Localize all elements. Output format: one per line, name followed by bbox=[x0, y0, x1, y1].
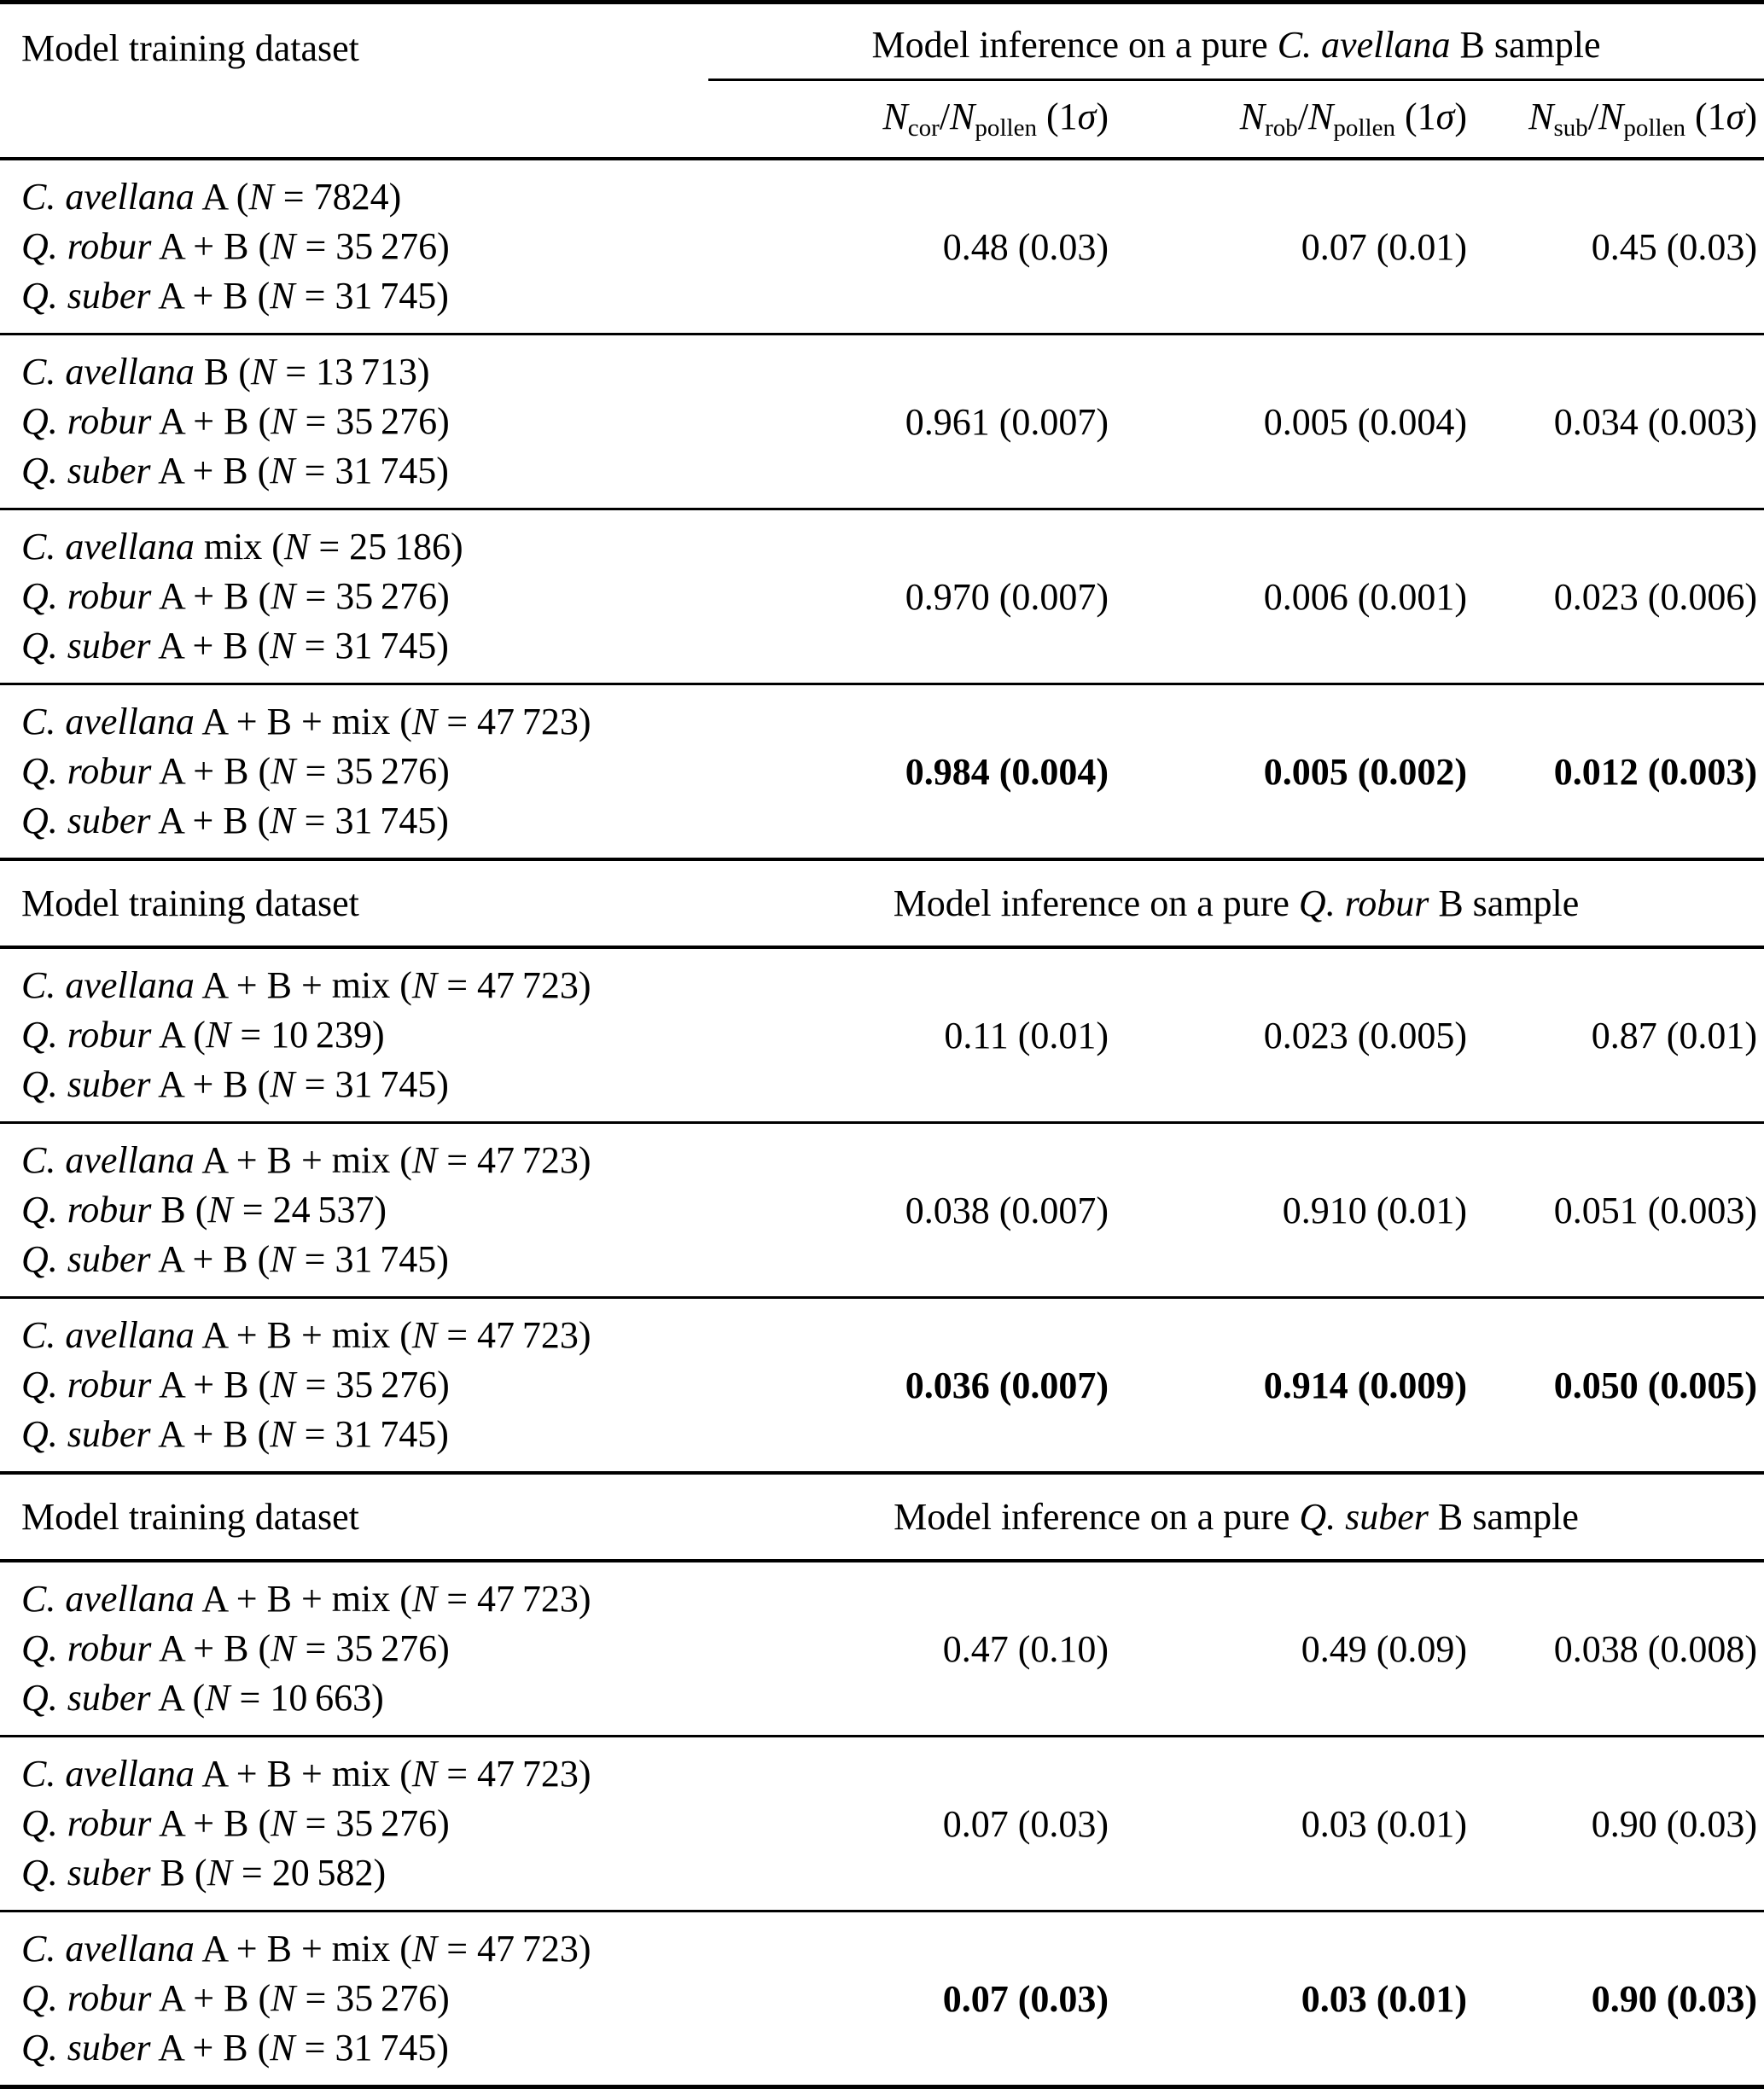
training-dataset-column-header: Model training dataset bbox=[21, 27, 359, 69]
line-text: A ( bbox=[150, 1677, 206, 1719]
sigma-close: ) bbox=[1454, 96, 1467, 137]
species-name: C. avellana bbox=[21, 1139, 195, 1181]
training-line bbox=[21, 572, 708, 621]
line-tail: = 35 276) bbox=[295, 400, 450, 442]
value-nsub: 0.050 (0.005) bbox=[1553, 1364, 1757, 1406]
value-ncor: 0.11 (0.01) bbox=[944, 1014, 1109, 1056]
training-dataset-cell bbox=[0, 160, 708, 333]
line-tail: = 31 745) bbox=[294, 1413, 449, 1455]
line-tail: = 47 723) bbox=[437, 701, 591, 742]
line-text: A + B + mix ( bbox=[194, 1928, 412, 1970]
value-ncor: 0.036 (0.007) bbox=[905, 1364, 1109, 1406]
line-text: A + B ( bbox=[150, 2027, 271, 2069]
value-nrob: 0.006 (0.001) bbox=[1263, 575, 1467, 618]
inference-header-text: Model inference on a pure bbox=[871, 24, 1278, 66]
training-line bbox=[21, 271, 708, 321]
sigma-open: (1 bbox=[1394, 96, 1436, 137]
training-line bbox=[21, 1749, 708, 1799]
inference-header-suffix: B sample bbox=[1429, 882, 1580, 924]
table-row bbox=[0, 510, 1764, 683]
training-line bbox=[21, 1010, 708, 1060]
line-text: A + B + mix ( bbox=[194, 701, 412, 742]
line-tail: = 31 745) bbox=[294, 1063, 449, 1105]
math-subscript: sub bbox=[1553, 114, 1588, 143]
math-sigma: σ bbox=[1077, 96, 1097, 137]
species-name: C. avellana bbox=[21, 1753, 195, 1795]
species-name: C. avellana bbox=[21, 701, 195, 742]
table-header-section-3 bbox=[0, 1475, 1764, 1559]
line-tail: = 47 723) bbox=[437, 1314, 591, 1356]
training-line bbox=[21, 2023, 708, 2073]
math-N: N bbox=[248, 176, 274, 218]
math-N: N bbox=[1308, 96, 1334, 137]
math-subscript: rob bbox=[1265, 114, 1298, 143]
math-N: N bbox=[1598, 96, 1624, 137]
math-N: N bbox=[411, 1578, 438, 1620]
value-nrob: 0.49 (0.09) bbox=[1301, 1627, 1467, 1670]
species-name: Q. robur bbox=[21, 750, 152, 792]
value-nrob: 0.07 (0.01) bbox=[1301, 225, 1467, 268]
table-header-section-2 bbox=[0, 861, 1764, 946]
math-N: N bbox=[882, 96, 908, 137]
training-dataset-cell bbox=[0, 510, 708, 683]
inference-sample-header bbox=[708, 1495, 1764, 1539]
line-text: A + B ( bbox=[151, 1977, 271, 2019]
species-name: Q. robur bbox=[21, 575, 152, 617]
col-header-nrob-npollen bbox=[1115, 95, 1474, 143]
value-ncor: 0.07 (0.03) bbox=[942, 1802, 1109, 1845]
math-N: N bbox=[270, 2027, 295, 2069]
line-text: A + B ( bbox=[151, 1802, 271, 1844]
value-ncor: 0.48 (0.03) bbox=[942, 225, 1109, 268]
line-text: A + B + mix ( bbox=[194, 1753, 412, 1795]
value-nrob: 0.03 (0.01) bbox=[1301, 1802, 1467, 1845]
line-tail: = 25 186) bbox=[309, 526, 463, 567]
sigma-open: (1 bbox=[1036, 96, 1078, 137]
training-line bbox=[21, 1848, 708, 1898]
math-N: N bbox=[207, 1189, 233, 1231]
math-subscript: pollen bbox=[1623, 114, 1685, 143]
training-line bbox=[21, 1360, 708, 1410]
math-N: N bbox=[1239, 96, 1266, 137]
species-name: C. avellana bbox=[21, 1578, 195, 1620]
line-text: A + B + mix ( bbox=[194, 1314, 412, 1356]
inference-header-suffix: B sample bbox=[1450, 24, 1601, 66]
species-name: Q. robur bbox=[21, 400, 152, 442]
math-N: N bbox=[270, 1413, 295, 1455]
line-tail: = 35 276) bbox=[295, 1364, 450, 1405]
training-line bbox=[21, 522, 708, 572]
math-N: N bbox=[411, 1139, 438, 1181]
math-N: N bbox=[250, 351, 277, 393]
line-tail: = 35 276) bbox=[295, 1977, 450, 2019]
line-tail: = 20 582) bbox=[231, 1852, 387, 1894]
species-name: C. avellana bbox=[21, 351, 195, 393]
value-nsub: 0.023 (0.006) bbox=[1553, 575, 1757, 618]
line-tail: = 31 745) bbox=[294, 1238, 449, 1280]
math-N: N bbox=[1528, 96, 1554, 137]
math-N: N bbox=[270, 625, 295, 666]
value-nrob: 0.03 (0.01) bbox=[1301, 1977, 1467, 2020]
math-N: N bbox=[271, 575, 296, 617]
species-name: Q. suber bbox=[21, 2027, 151, 2069]
value-nsub: 0.051 (0.003) bbox=[1553, 1189, 1757, 1231]
col-header-nsub-npollen bbox=[1474, 95, 1764, 143]
training-line bbox=[21, 1799, 708, 1848]
line-text: A + B ( bbox=[151, 400, 271, 442]
value-nsub: 0.038 (0.008) bbox=[1553, 1627, 1757, 1670]
species-name: C. avellana bbox=[21, 1928, 195, 1970]
training-line bbox=[21, 222, 708, 271]
training-line bbox=[21, 747, 708, 796]
line-text: A + B ( bbox=[151, 225, 271, 267]
species-name: Q. suber bbox=[21, 275, 151, 317]
math-N: N bbox=[411, 964, 438, 1006]
training-dataset-cell bbox=[0, 685, 708, 858]
value-nsub: 0.012 (0.003) bbox=[1553, 750, 1757, 793]
line-tail: = 35 276) bbox=[295, 575, 450, 617]
math-N: N bbox=[271, 1802, 296, 1844]
table-row bbox=[0, 1737, 1764, 1910]
species-name: Q. suber bbox=[21, 625, 151, 666]
inference-sample-header bbox=[708, 882, 1764, 925]
inference-header-text: Model inference on a pure bbox=[894, 1496, 1300, 1538]
species-name: Q. suber bbox=[21, 1063, 151, 1105]
line-text: mix ( bbox=[194, 526, 284, 567]
training-line bbox=[21, 347, 708, 397]
inference-header-area bbox=[708, 4, 1764, 157]
math-N: N bbox=[411, 1928, 438, 1970]
training-line bbox=[21, 1924, 708, 1974]
line-text: A + B ( bbox=[150, 275, 271, 317]
training-dataset-cell bbox=[0, 1912, 708, 2085]
line-tail: = 35 276) bbox=[295, 1802, 450, 1844]
line-tail: = 47 723) bbox=[437, 964, 591, 1006]
math-N: N bbox=[205, 1677, 230, 1719]
table-header-section-1 bbox=[0, 4, 1764, 157]
table-bottom-rule bbox=[0, 2085, 1764, 2089]
table-row-best bbox=[0, 1299, 1764, 1471]
species-name: Q. suber bbox=[21, 1852, 151, 1894]
slash: / bbox=[939, 96, 951, 137]
sigma-open: (1 bbox=[1685, 96, 1726, 137]
training-line bbox=[21, 1974, 708, 2023]
math-N: N bbox=[205, 1014, 231, 1056]
training-dataset-cell bbox=[0, 1299, 708, 1471]
math-subscript: cor bbox=[907, 114, 940, 143]
math-N: N bbox=[270, 1063, 295, 1105]
value-nrob: 0.005 (0.002) bbox=[1263, 750, 1467, 793]
line-tail: = 47 723) bbox=[437, 1139, 591, 1181]
table-row bbox=[0, 335, 1764, 508]
training-dataset-column-header: Model training dataset bbox=[21, 1496, 359, 1538]
inference-header-suffix: B sample bbox=[1428, 1496, 1579, 1538]
line-tail: = 35 276) bbox=[295, 750, 450, 792]
training-line bbox=[21, 1673, 708, 1723]
math-N: N bbox=[950, 96, 975, 137]
line-text: A + B ( bbox=[151, 1364, 271, 1405]
species-name: Q. suber bbox=[21, 1413, 151, 1455]
slash: / bbox=[1297, 96, 1309, 137]
species-name: Q. robur bbox=[21, 1627, 152, 1669]
training-line bbox=[21, 1136, 708, 1185]
math-N: N bbox=[411, 701, 438, 742]
training-line bbox=[21, 1311, 708, 1360]
table-row bbox=[0, 1562, 1764, 1735]
value-nrob: 0.023 (0.005) bbox=[1263, 1014, 1467, 1056]
species-name: Q. suber bbox=[21, 800, 151, 841]
value-nrob: 0.910 (0.01) bbox=[1282, 1189, 1467, 1231]
line-text: A + B ( bbox=[150, 1413, 271, 1455]
line-text: A ( bbox=[194, 176, 249, 218]
line-text: A + B ( bbox=[151, 1627, 271, 1669]
math-N: N bbox=[411, 1314, 438, 1356]
math-N: N bbox=[411, 1753, 438, 1795]
species-name: Q. robur bbox=[21, 1802, 152, 1844]
table-row-best bbox=[0, 1912, 1764, 2085]
line-tail: = 35 276) bbox=[295, 225, 450, 267]
value-ncor: 0.984 (0.004) bbox=[905, 750, 1109, 793]
value-ncor: 0.07 (0.03) bbox=[942, 1977, 1109, 2020]
line-tail: = 47 723) bbox=[437, 1753, 591, 1795]
math-N: N bbox=[271, 1627, 296, 1669]
training-line bbox=[21, 1185, 708, 1235]
line-text: A + B ( bbox=[150, 800, 271, 841]
species-name: C. avellana bbox=[21, 1314, 195, 1356]
table-row bbox=[0, 949, 1764, 1121]
math-N: N bbox=[271, 400, 296, 442]
table-row bbox=[0, 1124, 1764, 1296]
math-N: N bbox=[270, 800, 295, 841]
species-name: C. avellana bbox=[21, 964, 195, 1006]
species-name: Q. suber bbox=[1299, 1496, 1429, 1538]
math-sigma: σ bbox=[1726, 96, 1745, 137]
line-tail: = 31 745) bbox=[294, 800, 449, 841]
training-line bbox=[21, 446, 708, 496]
species-name: Q. robur bbox=[1298, 882, 1429, 924]
line-text: A + B ( bbox=[150, 450, 271, 492]
line-tail: = 31 745) bbox=[294, 2027, 449, 2069]
table-row-best bbox=[0, 685, 1764, 858]
line-tail: = 47 723) bbox=[437, 1578, 591, 1620]
sigma-close: ) bbox=[1096, 96, 1109, 137]
line-tail: = 24 537) bbox=[232, 1189, 387, 1231]
species-name: Q. robur bbox=[21, 1977, 152, 2019]
training-line bbox=[21, 397, 708, 446]
math-N: N bbox=[270, 1238, 295, 1280]
value-ncor: 0.038 (0.007) bbox=[905, 1189, 1109, 1231]
math-N: N bbox=[271, 225, 296, 267]
math-N: N bbox=[271, 1364, 296, 1405]
value-ncor: 0.961 (0.007) bbox=[905, 400, 1109, 443]
value-nsub: 0.034 (0.003) bbox=[1553, 400, 1757, 443]
value-nsub: 0.90 (0.03) bbox=[1591, 1802, 1757, 1845]
math-N: N bbox=[270, 275, 295, 317]
line-tail: = 7824) bbox=[273, 176, 402, 218]
inference-sample-header bbox=[708, 4, 1764, 81]
line-tail: = 10 663) bbox=[230, 1677, 384, 1719]
line-text: A + B + mix ( bbox=[194, 1578, 412, 1620]
training-line bbox=[21, 172, 708, 222]
line-text: A + B + mix ( bbox=[194, 964, 412, 1006]
math-N: N bbox=[283, 526, 310, 567]
species-name: C. avellana bbox=[1277, 24, 1451, 66]
species-name: Q. suber bbox=[21, 1238, 151, 1280]
math-subscript: pollen bbox=[1333, 114, 1395, 143]
math-sigma: σ bbox=[1435, 96, 1455, 137]
training-dataset-cell bbox=[0, 335, 708, 508]
line-tail: = 13 713) bbox=[276, 351, 430, 393]
species-name: Q. suber bbox=[21, 1677, 151, 1719]
training-line bbox=[21, 796, 708, 846]
line-tail: = 47 723) bbox=[437, 1928, 591, 1970]
training-dataset-cell bbox=[0, 1737, 708, 1910]
training-dataset-cell bbox=[0, 1562, 708, 1735]
training-line bbox=[21, 1574, 708, 1624]
training-dataset-cell bbox=[0, 1124, 708, 1296]
training-line bbox=[21, 1060, 708, 1109]
line-tail: = 35 276) bbox=[295, 1627, 450, 1669]
training-line bbox=[21, 1235, 708, 1284]
training-dataset-column-header: Model training dataset bbox=[21, 882, 359, 924]
value-nsub: 0.87 (0.01) bbox=[1591, 1014, 1757, 1056]
col-header-ncor-npollen bbox=[708, 95, 1115, 143]
value-nrob: 0.914 (0.009) bbox=[1263, 1364, 1467, 1406]
line-tail: = 31 745) bbox=[294, 450, 449, 492]
training-line bbox=[21, 1624, 708, 1673]
value-nrob: 0.005 (0.004) bbox=[1263, 400, 1467, 443]
training-line bbox=[21, 621, 708, 671]
training-line bbox=[21, 1410, 708, 1459]
slash: / bbox=[1587, 96, 1599, 137]
math-subscript: pollen bbox=[975, 114, 1037, 143]
value-ncor: 0.47 (0.10) bbox=[942, 1627, 1109, 1670]
math-N: N bbox=[271, 1977, 296, 2019]
line-text: A + B ( bbox=[151, 750, 271, 792]
line-text: A + B ( bbox=[151, 575, 271, 617]
column-headers-row bbox=[708, 81, 1764, 157]
line-tail: = 10 239) bbox=[230, 1014, 385, 1056]
math-N: N bbox=[271, 750, 296, 792]
value-ncor: 0.970 (0.007) bbox=[905, 575, 1109, 618]
value-nsub: 0.45 (0.03) bbox=[1591, 225, 1757, 268]
training-line bbox=[21, 961, 708, 1010]
species-name: Q. robur bbox=[21, 225, 152, 267]
species-name: Q. suber bbox=[21, 450, 151, 492]
species-name: C. avellana bbox=[21, 176, 195, 218]
line-tail: = 31 745) bbox=[294, 275, 449, 317]
line-text: A + B ( bbox=[150, 625, 271, 666]
line-text: A + B ( bbox=[150, 1238, 271, 1280]
line-tail: = 31 745) bbox=[294, 625, 449, 666]
line-text: A + B + mix ( bbox=[194, 1139, 412, 1181]
line-text: B ( bbox=[194, 351, 251, 393]
species-name: Q. robur bbox=[21, 1189, 152, 1231]
training-dataset-cell bbox=[0, 949, 708, 1121]
math-N: N bbox=[270, 450, 295, 492]
inference-header-text: Model inference on a pure bbox=[893, 882, 1299, 924]
species-name: C. avellana bbox=[21, 526, 195, 567]
math-N: N bbox=[207, 1852, 232, 1894]
table-row bbox=[0, 160, 1764, 333]
line-text: B ( bbox=[151, 1189, 208, 1231]
line-text: A + B ( bbox=[150, 1063, 271, 1105]
species-name: Q. robur bbox=[21, 1364, 152, 1405]
species-name: Q. robur bbox=[21, 1014, 152, 1056]
value-nsub: 0.90 (0.03) bbox=[1591, 1977, 1757, 2020]
training-line bbox=[21, 697, 708, 747]
line-text: A ( bbox=[151, 1014, 206, 1056]
line-text: B ( bbox=[150, 1852, 207, 1894]
sigma-close: ) bbox=[1744, 96, 1757, 137]
